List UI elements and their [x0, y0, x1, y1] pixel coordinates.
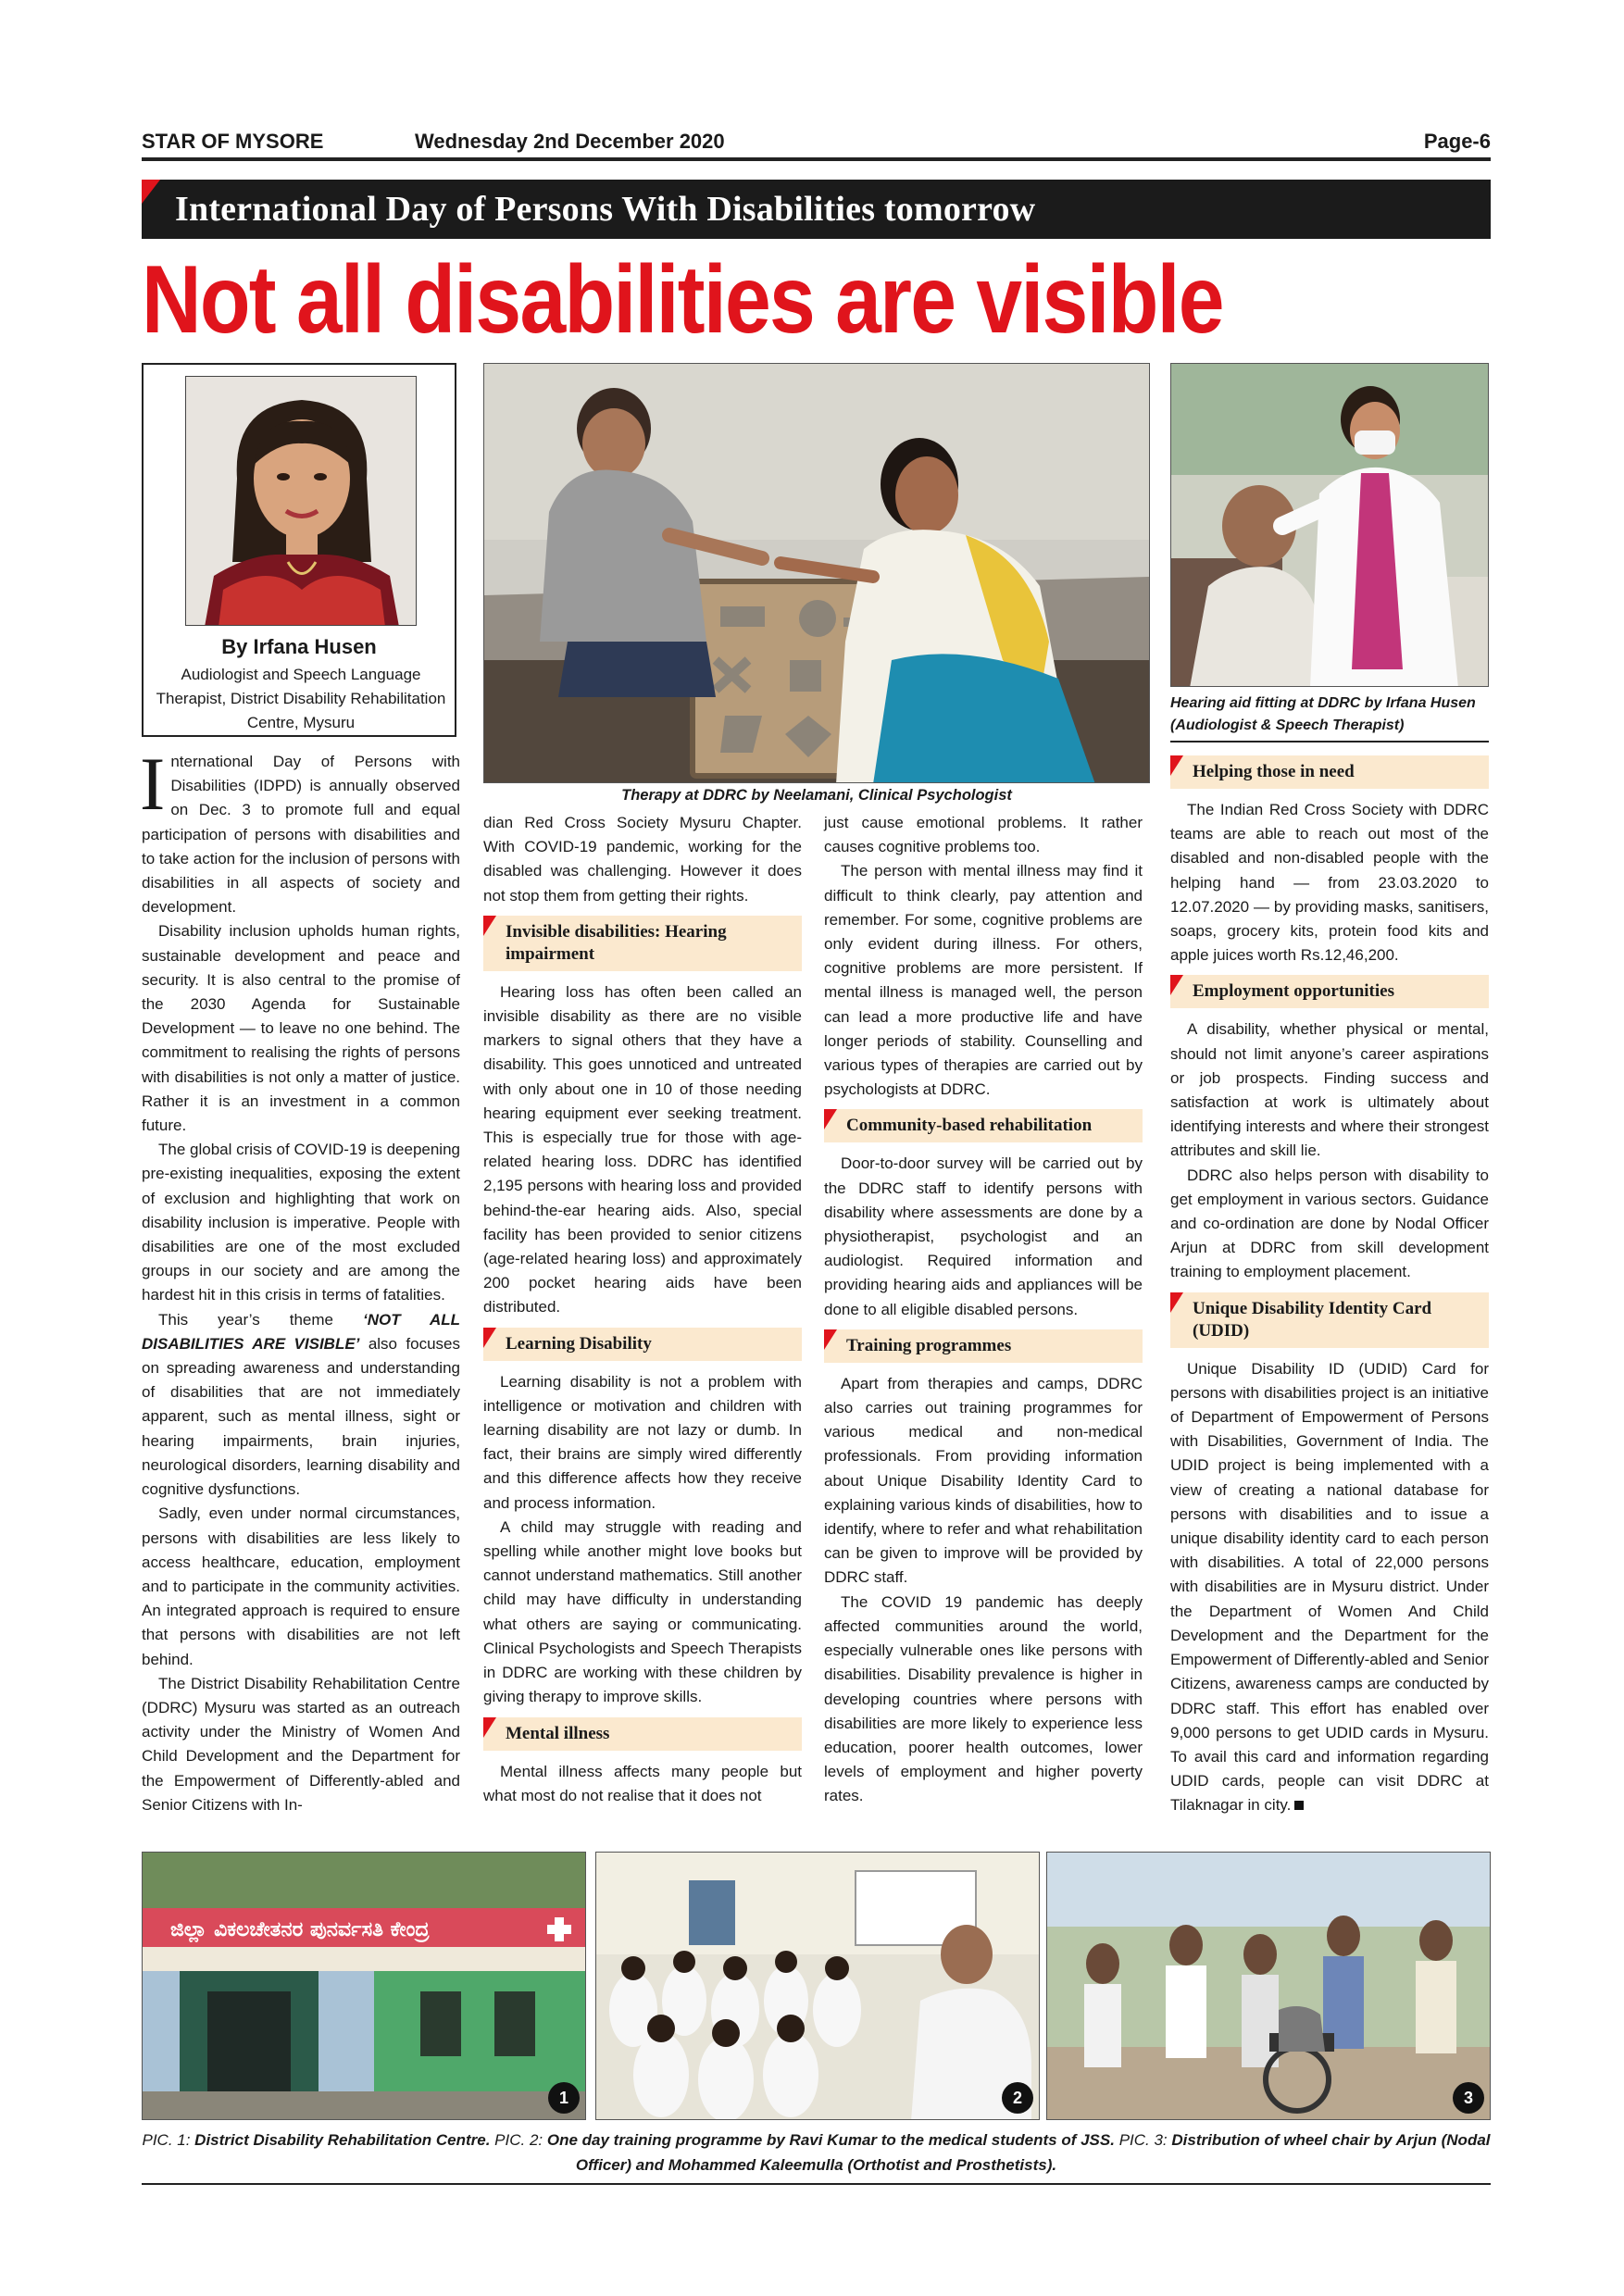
paragraph: A child may struggle with reading and spelling while another might love books but cannot understand mathematics. Still another child may have difficulty in understanding what others are saying or communicating. Clinical Psychologists and Speech Therapists in DDRC are working with these children by giving therapy to improve skills. — [483, 1517, 802, 1706]
bottom-photo-2 — [595, 1852, 1040, 2120]
article-column-2 — [483, 811, 802, 1808]
photo-number-badge: 2 — [1002, 2082, 1033, 2114]
udid-text: Unique Disability ID (UDID) Card for persons with disabilities project is an initiative of Department of Empowerment of Persons with Disabilities, Government of India. The UDID project is being implemented with a view of creating a national database for persons with disabilities and to issue a unique disability identity card to each person with disabilities. A total of 22,000 persons with disabilities are in Mysuru district. Under the Department of Women And Child Development and the Department for the Empowerment of Differently-abled and Senior Citizens, awareness camps are conducted by DDRC staff. This effort has enabled over 9,000 persons to get UDID cards in Mysuru. To avail this card and information regarding UDID cards, people can visit DDRC at Tilaknagar in city. — [1170, 1359, 1489, 1815]
pic3-caption: Distribution of wheel chair by Arjun (Nodal Officer) and Mohammed Kaleemulla (Orthotist and Prosthetists). — [575, 2131, 1491, 2174]
author-role: Audiologist and Speech Language Therapist, District Disability Rehabilitation Centre, Mysuru — [156, 666, 446, 731]
hearing-aid-illustration — [1171, 364, 1489, 687]
main-photo-caption: Therapy at DDRC by Neelamani, Clinical Psychologist — [621, 787, 1012, 804]
bottom-photo-1 — [142, 1852, 586, 2120]
ddrc-building-illustration — [143, 1853, 586, 2120]
bottom-photo-3 — [1046, 1852, 1491, 2120]
bottom-divider — [142, 2183, 1491, 2185]
page-number: Page-6 — [1423, 130, 1491, 153]
paragraph: Disability inclusion upholds human rights, sustainable development and peace and security. It is also central to the promise of the 2030 Agenda for Sustainable Development — to leave no one behind. The commitment to realising the rights of persons with disabilities is not only a matter of justice. Rather it is an investment in a common future. — [142, 922, 460, 1135]
paragraph: Apart from therapies and camps, DDRC also carries out training programmes for various medical and non-medical professionals. From providing information about Unique Disability Identity Card to explaining various kinds of disabilities, how to identify, where to refer and what rehabilitation can be given to improve will be provided by DDRC staff. — [824, 1374, 1143, 1587]
pic3-label: PIC. 3: — [1114, 2131, 1172, 2149]
red-flag-icon — [1170, 975, 1183, 995]
hearing-aid-photo — [1170, 363, 1489, 687]
paragraph: Door-to-door survey will be carried out by the DDRC staff to identify persons with disability where assessments are done by a physiotherapist, psychologist and an audiologist. Required information and providing hearing aids and appliances will be done to all eligible disabled persons. — [824, 1154, 1143, 1318]
subhead-training-programmes — [824, 1329, 1143, 1363]
issue-date: Wednesday 2nd December 2020 — [415, 130, 725, 153]
training-programme-illustration — [596, 1853, 1040, 2120]
paragraph — [1170, 1357, 1489, 1818]
subhead-community-rehabilitation — [824, 1109, 1143, 1142]
bottom-photos-caption — [142, 2128, 1491, 2177]
subhead-hearing-impairment — [483, 916, 802, 971]
newspaper-name: STAR OF MYSORE — [142, 130, 324, 153]
kicker-banner — [142, 180, 1491, 239]
drop-cap: I — [140, 742, 166, 826]
pic2-caption: One day training programme by Ravi Kumar to the medical students of JSS. — [546, 2131, 1115, 2149]
red-flag-icon — [483, 1328, 496, 1348]
subhead-text: Unique Disability Identity Card (UDID) — [1193, 1298, 1432, 1341]
theme-body: also focuses on spreading awareness and understanding of disabilities that are not immediately apparent, such as mental illness, sight or hearing impairments, brain injuries, neurological disorders, learning disability and cognitive dysfunctions. — [142, 1334, 460, 1499]
photo-number-badge: 1 — [548, 2082, 580, 2114]
headline: Not all disabilities are visible — [142, 246, 1223, 354]
subhead-learning-disability — [483, 1328, 802, 1361]
paragraph: Learning disability is not a problem with intelligence or motivation and children with learning disability are not lazy or dumb. In fact, their brains are simply wired differently and this difference affects how they receive and process information. — [483, 1372, 802, 1512]
red-flag-icon — [1170, 1292, 1183, 1313]
article-column-3 — [824, 811, 1143, 1809]
building-sign-text: ಜಿಲ್ಲಾ ವಿಕಲಚೇತನರ ಪುನರ್ವಸತಿ ಕೇಂದ್ರ — [170, 1918, 430, 1941]
red-flag-icon — [1170, 755, 1183, 776]
side-photo-caption: Hearing aid fitting at DDRC by Irfana Husen (Audiologist & Speech Therapist) — [1170, 693, 1489, 742]
subhead-text: Community-based rehabilitation — [846, 1116, 1093, 1136]
author-name: By Irfana Husen — [221, 635, 377, 658]
pic1-caption: District Disability Rehabilitation Centre. — [194, 2131, 491, 2149]
red-flag-icon — [483, 1717, 496, 1738]
subhead-text: Helping those in need — [1193, 762, 1355, 781]
theme-name: ‘NOT ALL DISABILITIES ARE VISIBLE’ — [142, 1310, 460, 1353]
theme-paragraph — [142, 1308, 460, 1503]
paragraph: DDRC also helps person with disability to get employment in various sectors. Guidance and co-ordination are done by Nodal Officer Arjun at DDRC from skill development training to employment placement. — [1170, 1166, 1489, 1281]
pic2-label: PIC. 2: — [490, 2131, 547, 2149]
subhead-text: Invisible disabilities: Hearing impairment — [506, 921, 727, 964]
paragraph: The global crisis of COVID-19 is deepening pre-existing inequalities, exposing the extent of exclusion and highlighting that work on disability inclusion is imperative. People with disabilities are one of the most excluded groups in our society and are among the hardest hit in this crisis in terms of fatalities. — [142, 1141, 460, 1304]
subhead-employment-opportunities — [1170, 975, 1489, 1008]
subhead-mental-illness — [483, 1717, 802, 1751]
theme-lead: This year’s theme — [158, 1310, 363, 1329]
red-flag-icon — [142, 180, 160, 204]
masthead — [142, 130, 1491, 161]
byline-box — [142, 363, 456, 737]
paragraph: The Indian Red Cross Society with DDRC teams are able to reach out most of the disabled and non-disabled people with the helping hand — from 23.03.2020 to 12.07.2020 — by providing masks, sanitisers, soaps, grocery kits, protein food kits and apple juices worth Rs.12,46,200. — [1170, 801, 1489, 965]
subhead-text: Employment opportunities — [1193, 981, 1394, 1002]
red-flag-icon — [483, 916, 496, 936]
subhead-text: Training programmes — [846, 1335, 1012, 1355]
red-flag-icon — [824, 1329, 837, 1350]
paragraph: Mental illness affects many people but what most do not realise that it does not — [483, 1762, 802, 1804]
red-flag-icon — [824, 1109, 837, 1129]
subhead-text: Mental illness — [506, 1723, 610, 1743]
article-column-4 — [1170, 748, 1489, 1818]
paragraph: The District Disability Rehabilitation Centre (DDRC) Mysuru was started as an outreach activity under the Ministry of Women And Child Development and the Department for the Empowerment of Differently-abled and Senior Citizens with In- — [142, 1674, 460, 1814]
subhead-udid — [1170, 1292, 1489, 1348]
wheelchair-distribution-illustration — [1047, 1853, 1491, 2120]
author-portrait — [185, 376, 417, 626]
kicker-text: International Day of Persons With Disabilities tomorrow — [175, 190, 1036, 229]
paragraph: Hearing loss has often been called an invisible disability as there are no visible markers to signal others that they have a disability. This goes unnoticed and untreated with only about one in 10 of those needing hearing equipment ever seeking treatment. This is especially true for those with age-related hearing loss. DDRC has identified 2,195 persons with hearing loss and provided behind-the-ear hearing aids. Also, special facility has been provided to senior citizens (age-related hearing loss) and approximately 200 pocket hearing aids have been distributed. — [483, 982, 802, 1316]
paragraph: just cause emotional problems. It rather causes cognitive problems too. — [824, 814, 1143, 856]
subhead-helping-those-in-need — [1170, 755, 1489, 789]
paragraph: dian Red Cross Society Mysuru Chapter. With COVID-19 pandemic, working for the disabled was challenging. However it does not stop them from getting their rights. — [483, 814, 802, 905]
pic1-label: PIC. 1: — [142, 2131, 195, 2149]
therapy-photo — [483, 363, 1150, 783]
paragraph: The person with mental illness may find it difficult to think clearly, pay attention and remember. For some, cognitive problems are only evident during illness. For others, cognitive problems are more persistent. If mental illness is managed well, the person can lead a more productive life and have longer periods of stability. Counselling and various types of therapies are carried out by psychologists at DDRC. — [824, 862, 1143, 1099]
paragraph: Sadly, even under normal circumstances, persons with disabilities are less likely to access healthcare, education, employment and to participate in the community activities. An integrated approach is required to ensure that persons with disabilities are not left behind. — [142, 1504, 460, 1668]
photo-number-badge: 3 — [1453, 2082, 1484, 2114]
intro-text: nternational Day of Persons with Disabilities (IDPD) is annually observed on Dec. 3 to promote full and equal participation of persons with disabilities and to take action for the inclusion of persons with disabilities in all aspects of society and development. — [142, 753, 460, 917]
portrait-illustration — [186, 377, 417, 626]
intro-paragraph — [140, 742, 460, 919]
end-mark-icon — [1294, 1801, 1304, 1810]
therapy-illustration — [484, 364, 1150, 783]
subhead-text: Learning Disability — [506, 1333, 652, 1354]
paragraph: A disability, whether physical or mental, should not limit anyone’s career aspirations or job prospects. Finding success and satisfaction at work is ultimately about identifying interests and where their strongest attributes and skill lie. — [1170, 1020, 1489, 1160]
paragraph: The COVID 19 pandemic has deeply affected communities around the world, especially vulnerable ones like persons with disabilities. Disability prevalence is higher in developing countries where persons with disabilities are more likely to experience less education, poorer health outcomes, lower levels of employment and higher poverty rates. — [824, 1592, 1143, 1805]
article-column-1 — [140, 742, 460, 1817]
